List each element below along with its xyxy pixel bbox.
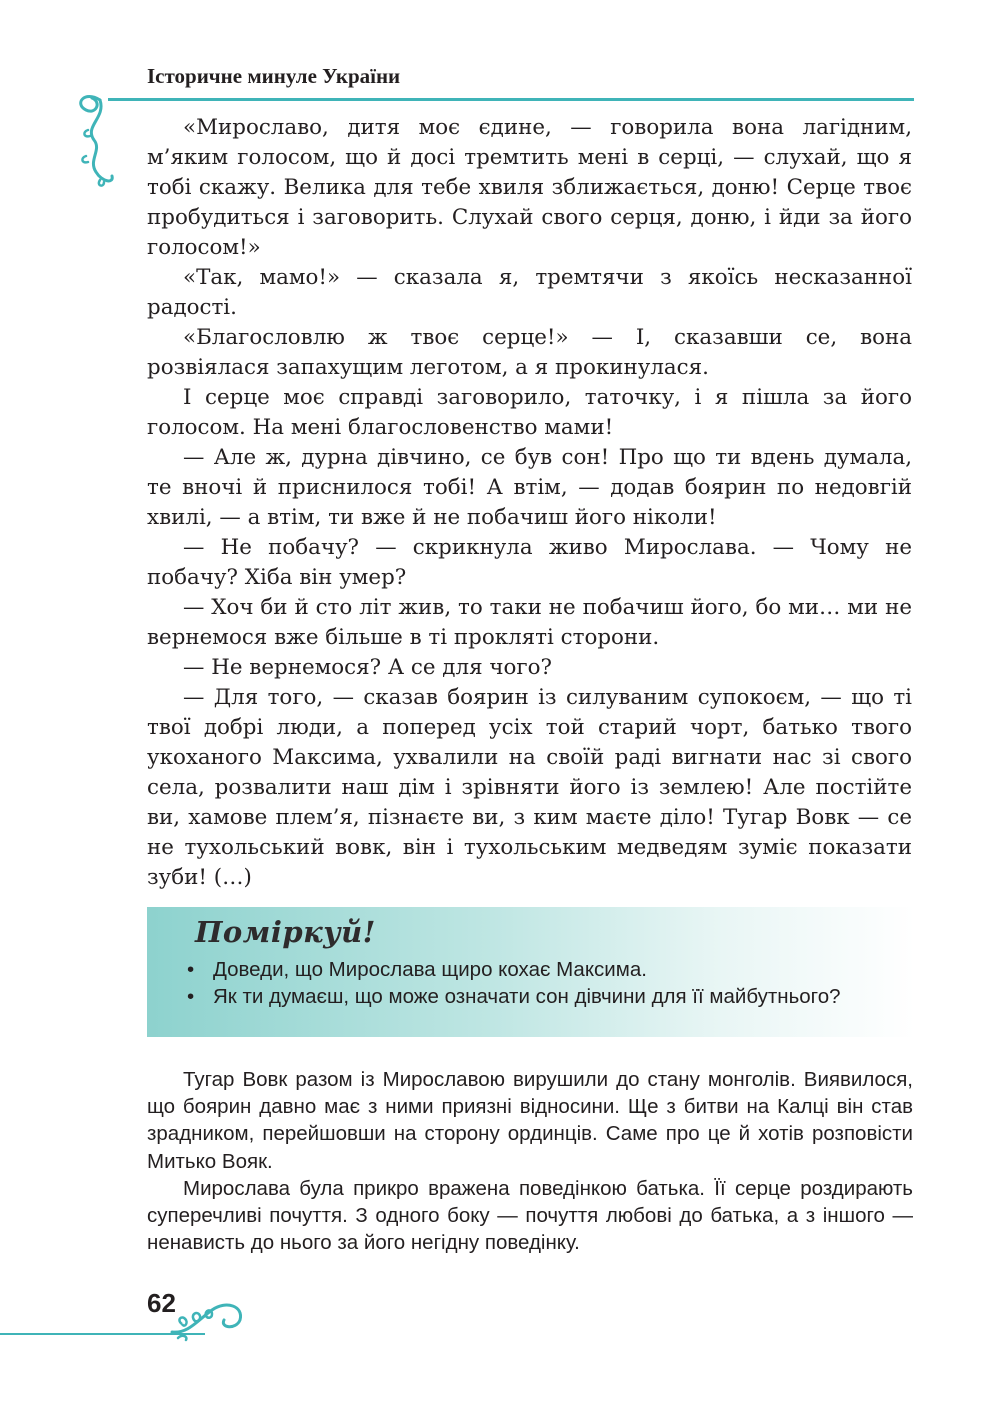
summary-paragraph: Мирослава була прикро вражена поведінкою батька. Її серце роздирають суперечливі почуття. З одного боку — почуття любові до батька, а з іншого — ненависть до нього за його негідну поведінку. [147,1176,913,1255]
header-divider [108,98,914,101]
story-paragraph: «Благословлю ж твоє серце!» — І, сказавши се, вона розвіялася запахущим леготом, а я прокинулася. [147,325,912,380]
bullet-icon: • [187,958,195,981]
story-paragraph: — Для того, — сказав боярин із силуваним супокоєм, — що ті твої добрі люди, а поперед усіх той старий чорт, батько твого укоханого Максима, ухвалили на своїй раді вигнати нас зі свого села, розвалити наш дім і зрівняти його із землею! Але постійте ви, хамове плем’я, пізнаєте ви, з ким маєте діло! Тугар Вовк — се не тухольський вовк, він і тухольським медведям зуміє показати зуби! (…) [147,685,912,890]
story-paragraph: «Мирославо, дитя моє єдине, — говорила вона лагідним, м’яким голосом, що й досі тремтить мені в серці, — слухай, що я тобі скажу. Велика для тебе хвиля зближається, доню! Серце твоє пробудиться і заговорить. Слухай свого серця, доню, і йди за його голосом!» [147,115,912,260]
story-paragraph: — Але ж, дурна дівчино, се був сон! Про що ти вдень думала, те вночі й приснилося тобі! А втім, — додав боярин по недовгій хвилі, — а втім, ти вже й не побачиш його ніколи! [147,445,912,530]
decorative-swirl-icon [168,1298,248,1342]
story-paragraph: — Не побачу? — скрикнула живо Мирослава. — Чому не побачу? Хіба він умер? [147,535,912,590]
page-number: 62 [147,1288,176,1318]
story-paragraph: — Хоч би й сто літ жив, то таки не побачиш його, бо ми… ми не вернемося вже більше в ті прокляті сторони. [147,595,912,650]
bullet-icon: • [187,985,195,1008]
think-box-item [187,983,897,1010]
think-box-title: Поміркуй! [195,915,376,949]
think-box-item-text: Як ти думаєш, що може означати сон дівчини для її майбутнього? [213,985,841,1008]
decorative-swirl-icon [70,88,120,198]
think-box-item [187,956,897,983]
summary-paragraph: Тугар Вовк разом із Мирославою вирушили до стану монголів. Виявилося, що боярин давно має з ними приязні відносини. Ще з битви на Калці він став зрадником, перейшовши на сторону ординців. Саме про це й хотів розповісти Митько Вояк. [147,1068,913,1173]
story-paragraph: «Так, мамо!» — сказала я, тремтячи з якоїсь несказанної радості. [147,265,912,320]
story-excerpt [147,113,912,893]
think-box-item-text: Доведи, що Мирослава щиро кохає Максима. [213,958,647,981]
story-paragraph: — Не вернемося? А се для чого? [183,655,552,680]
story-paragraph: І серце моє справді заговорило, таточку, і я пішла за його голосом. На мені благословенство мами! [147,385,912,440]
running-header: Історичне минуле України [147,64,401,88]
summary-text [147,1066,913,1256]
think-box-list [187,956,897,1010]
think-box [147,907,915,1037]
